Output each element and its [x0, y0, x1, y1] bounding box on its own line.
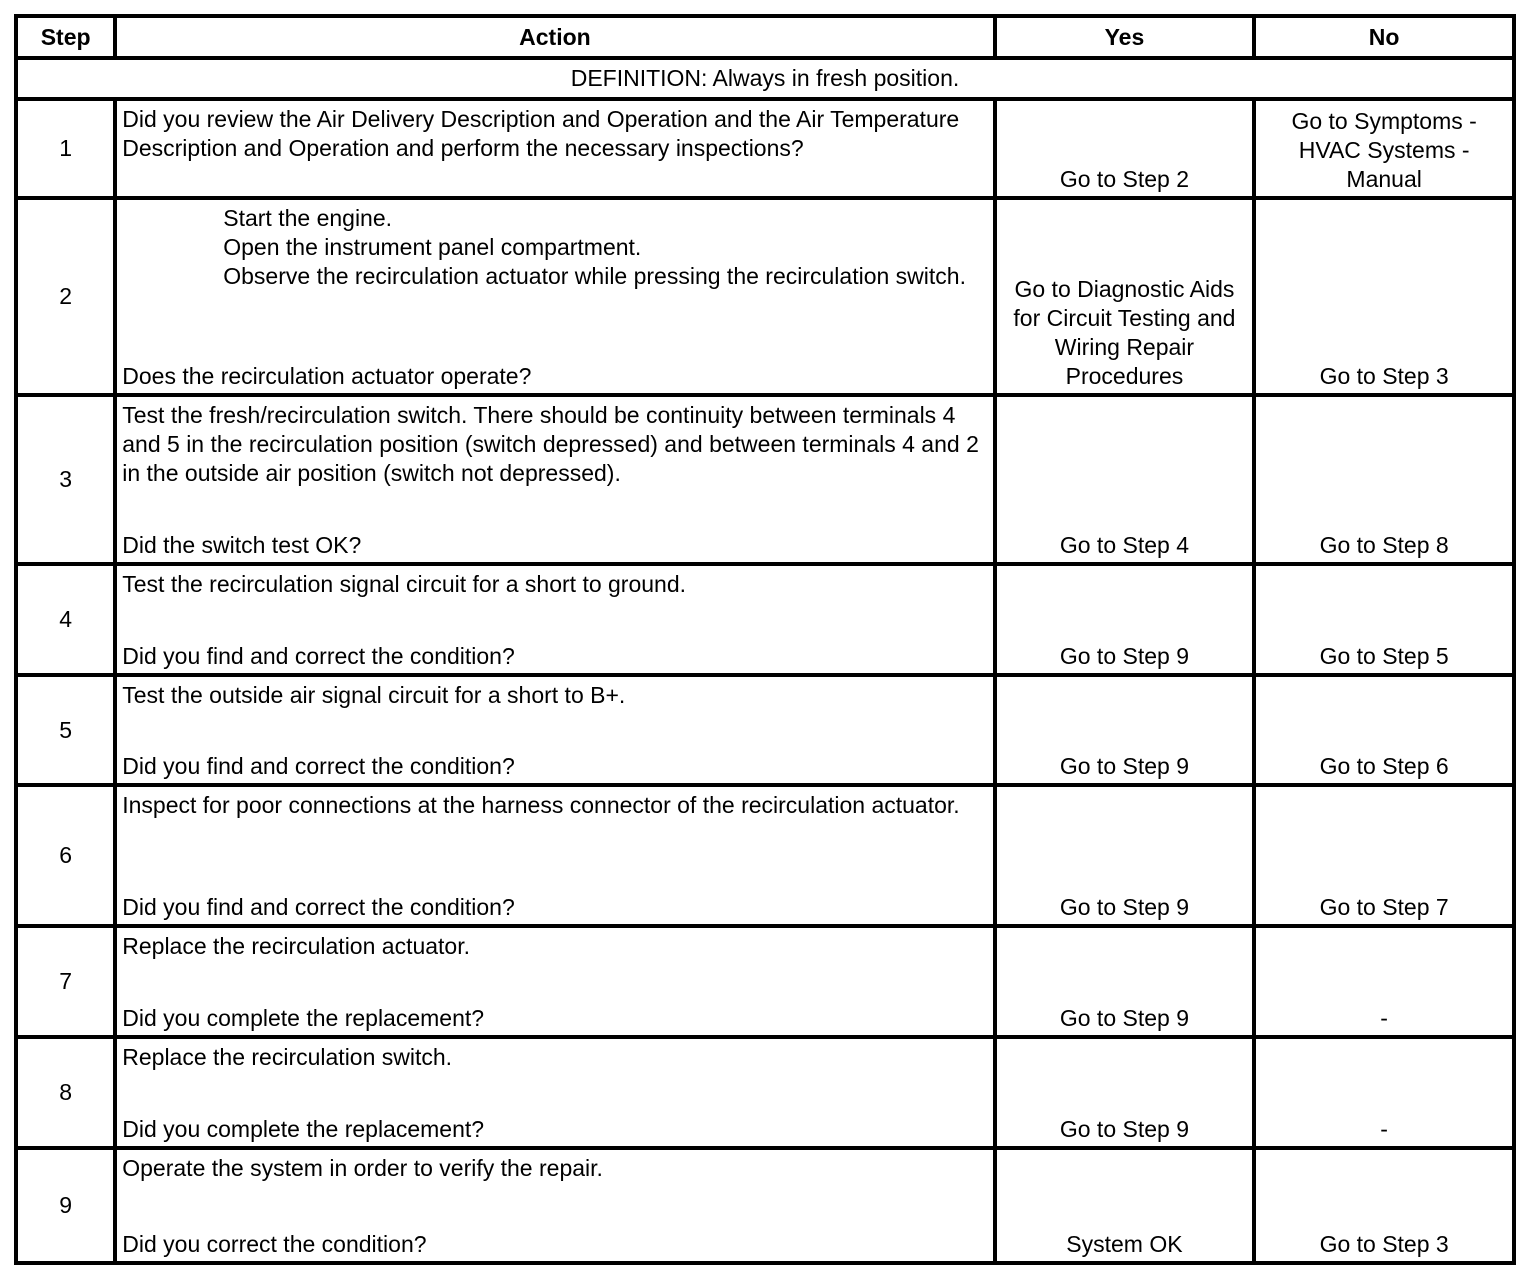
- substep: Observe the recirculation actuator while pressing the recirculation switch.: [223, 263, 966, 289]
- action-text: Operate the system in order to verify the repair.: [122, 1155, 603, 1181]
- action-question: Does the recirculation actuator operate?: [122, 363, 532, 389]
- step-number: 9: [16, 1148, 115, 1263]
- header-row: [16, 16, 1514, 58]
- action-cell: [115, 1037, 994, 1148]
- table-row: [16, 926, 1514, 1037]
- action-question: Did you complete the replacement?: [122, 1005, 485, 1031]
- header-yes: Yes: [995, 16, 1255, 58]
- definition-text: DEFINITION: Always in fresh position.: [16, 58, 1514, 99]
- no-cell: Go to Step 7: [1254, 785, 1514, 926]
- no-cell: Go to Step 8: [1254, 395, 1514, 564]
- action-text: Did you review the Air Delivery Description and Operation and the Air Temperature Description and Operation and perform the necessary inspections?: [122, 106, 960, 161]
- no-cell: Go to Symptoms - HVAC Systems - Manual: [1254, 99, 1514, 198]
- step-number: 4: [16, 564, 115, 675]
- action-question: Did you complete the replacement?: [122, 1116, 485, 1142]
- yes-cell: Go to Step 9: [995, 785, 1255, 926]
- action-cell: [115, 926, 994, 1037]
- header-action: Action: [115, 16, 994, 58]
- table-row: [16, 198, 1514, 395]
- step-number: 2: [16, 198, 115, 395]
- action-text: Test the outside air signal circuit for a short to B+.: [122, 682, 626, 708]
- yes-cell: Go to Step 2: [995, 99, 1255, 198]
- no-cell: -: [1254, 926, 1514, 1037]
- action-question: Did you find and correct the condition?: [122, 643, 515, 669]
- action-cell: [115, 99, 994, 198]
- header-no: No: [1254, 16, 1514, 58]
- step-number: 5: [16, 675, 115, 785]
- no-cell: Go to Step 6: [1254, 675, 1514, 785]
- table-row: [16, 675, 1514, 785]
- yes-cell: Go to Step 9: [995, 1037, 1255, 1148]
- table-row: [16, 1037, 1514, 1148]
- action-cell: [115, 395, 994, 564]
- action-cell: [115, 675, 994, 785]
- diagnostic-table: [14, 14, 1516, 1265]
- action-text: Replace the recirculation switch.: [122, 1044, 453, 1070]
- step-number: 6: [16, 785, 115, 926]
- no-cell: Go to Step 3: [1254, 198, 1514, 395]
- substep: Open the instrument panel compartment.: [223, 234, 642, 260]
- table-row: [16, 395, 1514, 564]
- yes-cell: System OK: [995, 1148, 1255, 1263]
- action-text: Inspect for poor connections at the harness connector of the recirculation actuator.: [122, 792, 960, 818]
- header-step: Step: [16, 16, 115, 58]
- action-question: Did you correct the condition?: [122, 1231, 427, 1257]
- action-cell: [115, 785, 994, 926]
- action-question: Did you find and correct the condition?: [122, 753, 515, 779]
- yes-cell: Go to Diagnostic Aids for Circuit Testing and Wiring Repair Procedures: [995, 198, 1255, 395]
- step-number: 8: [16, 1037, 115, 1148]
- action-text: Test the recirculation signal circuit for a short to ground.: [122, 571, 687, 597]
- substep: Start the engine.: [223, 205, 393, 231]
- action-question: Did you find and correct the condition?: [122, 894, 515, 920]
- step-number: 1: [16, 99, 115, 198]
- no-cell: -: [1254, 1037, 1514, 1148]
- yes-cell: Go to Step 9: [995, 564, 1255, 675]
- yes-cell: Go to Step 9: [995, 926, 1255, 1037]
- no-cell: Go to Step 5: [1254, 564, 1514, 675]
- table-row: [16, 785, 1514, 926]
- table-row: [16, 1148, 1514, 1263]
- step-number: 3: [16, 395, 115, 564]
- action-text: Replace the recirculation actuator.: [122, 933, 471, 959]
- action-cell: [115, 198, 994, 395]
- action-question: Did the switch test OK?: [122, 532, 362, 558]
- yes-cell: Go to Step 4: [995, 395, 1255, 564]
- no-cell: Go to Step 3: [1254, 1148, 1514, 1263]
- table-row: [16, 564, 1514, 675]
- action-cell: [115, 1148, 994, 1263]
- yes-cell: Go to Step 9: [995, 675, 1255, 785]
- step-number: 7: [16, 926, 115, 1037]
- table-row: [16, 99, 1514, 198]
- definition-row: [16, 58, 1514, 99]
- action-cell: [115, 564, 994, 675]
- action-text: Test the fresh/recirculation switch. There should be continuity between terminals 4 and 5 in the recirculation position (switch depressed) and between terminals 4 and 2 in the outside air position (switch not depressed).: [122, 402, 979, 486]
